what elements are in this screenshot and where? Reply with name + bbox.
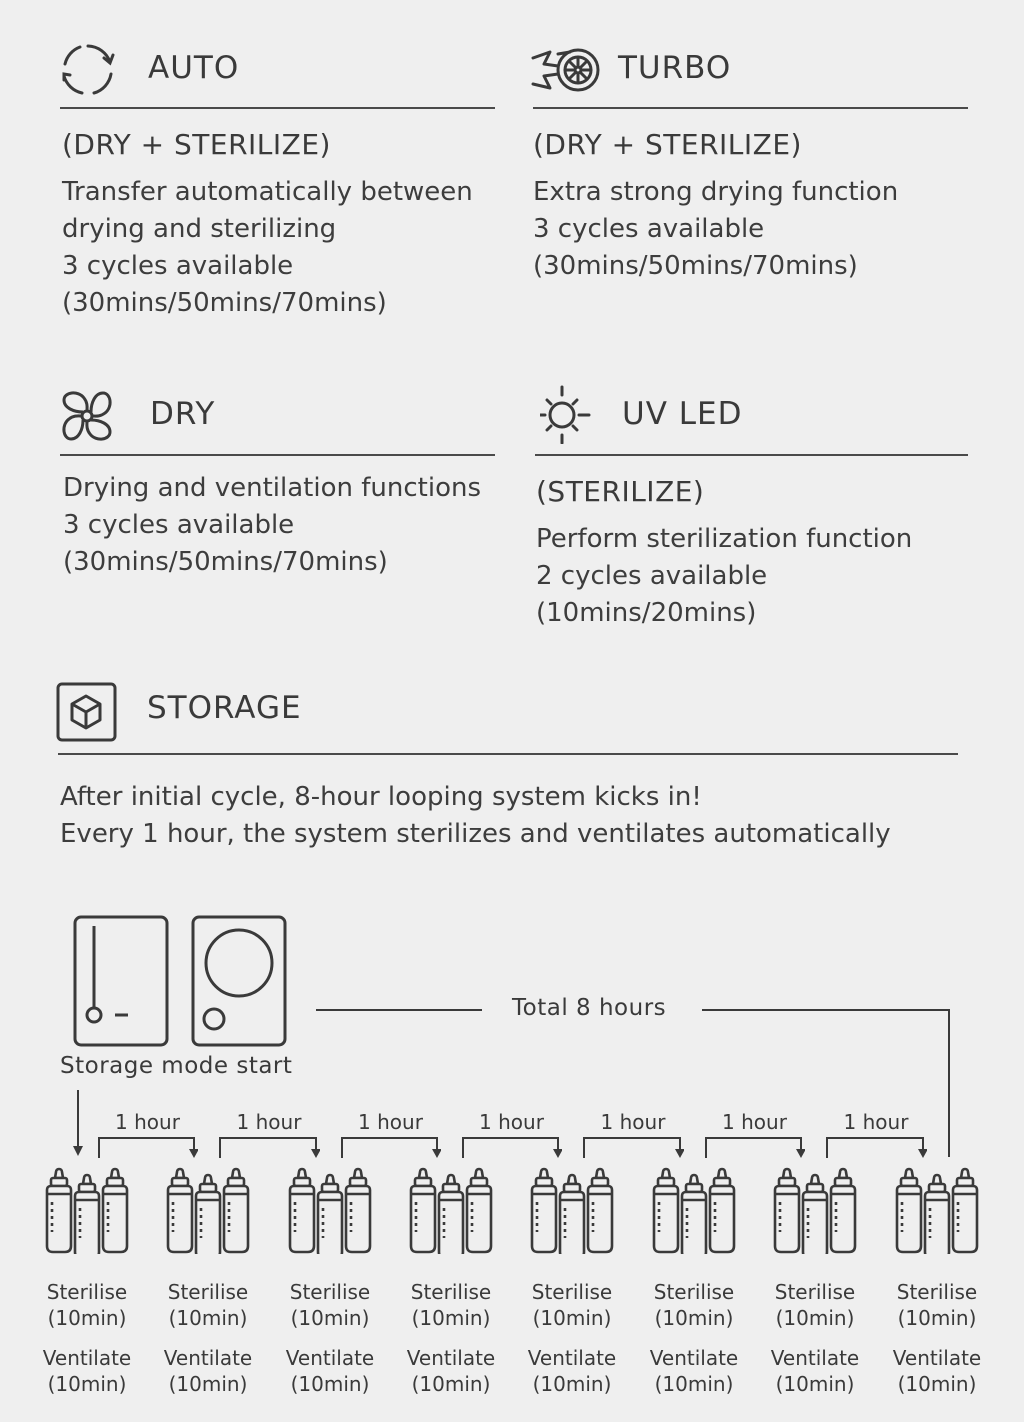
interval-arrow bbox=[704, 1136, 805, 1160]
ventilate-label: Ventilate bbox=[649, 1346, 739, 1370]
interval-arrow bbox=[461, 1136, 562, 1160]
dry-line: (30mins/50mins/70mins) bbox=[63, 547, 388, 577]
fan-icon bbox=[58, 388, 116, 444]
sun-icon bbox=[540, 384, 596, 444]
interval-bracket bbox=[97, 1110, 198, 1160]
step-label bbox=[517, 1279, 627, 1397]
storage-device-icon bbox=[72, 914, 170, 1048]
interval-label: 1 hour bbox=[236, 1110, 302, 1134]
cycle-arrows-icon bbox=[58, 40, 118, 100]
bottle-group-icon bbox=[526, 1162, 618, 1254]
start-arrow bbox=[70, 1090, 86, 1160]
interval-label: 1 hour bbox=[600, 1110, 666, 1134]
turbo-description bbox=[533, 174, 898, 285]
interval-label: 1 hour bbox=[722, 1110, 787, 1134]
step-label bbox=[396, 1279, 506, 1397]
step-label bbox=[882, 1279, 992, 1397]
ventilate-duration: (10min) bbox=[168, 1372, 248, 1396]
step-label bbox=[760, 1279, 870, 1397]
storage-mode-start-label: Storage mode start bbox=[60, 1053, 293, 1079]
uvled-divider bbox=[535, 454, 968, 456]
sterilise-duration: (10min) bbox=[654, 1306, 734, 1330]
auto-line: 3 cycles available bbox=[62, 251, 294, 281]
interval-label: 1 hour bbox=[115, 1110, 180, 1134]
bottle-group-icon bbox=[162, 1162, 254, 1254]
cube-icon bbox=[56, 682, 118, 742]
ventilate-label: Ventilate bbox=[285, 1346, 375, 1370]
turbo-divider bbox=[533, 107, 968, 109]
step-label bbox=[32, 1279, 142, 1397]
interval-bracket bbox=[825, 1110, 927, 1160]
uvled-line: 2 cycles available bbox=[536, 561, 768, 591]
turbo-line: (30mins/50mins/70mins) bbox=[533, 251, 858, 281]
turbo-line: 3 cycles available bbox=[533, 214, 765, 244]
auto-subhead: (DRY + STERILIZE) bbox=[62, 128, 331, 161]
interval-bracket bbox=[704, 1110, 805, 1160]
step-label bbox=[153, 1279, 263, 1397]
turbo-line: Extra strong drying function bbox=[533, 177, 899, 207]
interval-arrow bbox=[340, 1136, 441, 1160]
sterilise-duration: (10min) bbox=[897, 1306, 977, 1330]
sterilise-label: Sterilise bbox=[167, 1280, 249, 1304]
sterilise-label: Sterilise bbox=[531, 1280, 613, 1304]
ventilate-duration: (10min) bbox=[654, 1372, 734, 1396]
sterilise-label: Sterilise bbox=[653, 1280, 735, 1304]
dry-title: DRY bbox=[150, 396, 216, 432]
interval-arrow bbox=[218, 1136, 320, 1160]
ventilate-label: Ventilate bbox=[892, 1346, 982, 1370]
interval-bracket bbox=[218, 1110, 320, 1160]
interval-bracket bbox=[582, 1110, 684, 1160]
ventilate-label: Ventilate bbox=[770, 1346, 860, 1370]
bottle-group-icon bbox=[769, 1162, 861, 1254]
bottle-group-icon bbox=[284, 1162, 376, 1254]
ventilate-label: Ventilate bbox=[163, 1346, 253, 1370]
interval-bracket bbox=[340, 1110, 441, 1160]
storage-line: After initial cycle, 8-hour looping system kicks in! bbox=[60, 782, 702, 812]
bottle-group-icon bbox=[41, 1162, 133, 1254]
ventilate-label: Ventilate bbox=[527, 1346, 617, 1370]
uvled-title: UV LED bbox=[622, 396, 743, 432]
dry-description bbox=[63, 470, 481, 581]
sterilise-duration: (10min) bbox=[168, 1306, 248, 1330]
auto-divider bbox=[60, 107, 495, 109]
storage-description bbox=[60, 779, 891, 853]
ventilate-duration: (10min) bbox=[532, 1372, 612, 1396]
interval-arrow bbox=[97, 1136, 198, 1160]
ventilate-duration: (10min) bbox=[290, 1372, 370, 1396]
auto-line: Transfer automatically between bbox=[62, 177, 473, 207]
auto-line: drying and sterilizing bbox=[62, 214, 337, 244]
ventilate-label: Ventilate bbox=[406, 1346, 496, 1370]
turbo-fan-icon bbox=[530, 44, 602, 96]
total-line-left bbox=[316, 1009, 482, 1011]
dry-line: Drying and ventilation functions bbox=[63, 473, 482, 503]
sterilise-duration: (10min) bbox=[775, 1306, 855, 1330]
bottle-group-icon bbox=[891, 1162, 983, 1254]
ventilate-duration: (10min) bbox=[897, 1372, 977, 1396]
interval-label: 1 hour bbox=[479, 1110, 544, 1134]
step-label bbox=[275, 1279, 385, 1397]
interval-label: 1 hour bbox=[358, 1110, 423, 1134]
dry-line: 3 cycles available bbox=[63, 510, 295, 540]
interval-arrow bbox=[825, 1136, 927, 1160]
sterilise-label: Sterilise bbox=[774, 1280, 856, 1304]
auto-description bbox=[62, 174, 473, 322]
sterilise-label: Sterilise bbox=[289, 1280, 371, 1304]
sterilise-label: Sterilise bbox=[46, 1280, 128, 1304]
storage-divider bbox=[58, 753, 958, 755]
total-line-down bbox=[948, 1009, 950, 1157]
step-label bbox=[639, 1279, 749, 1397]
ventilate-label: Ventilate bbox=[42, 1346, 132, 1370]
ventilate-duration: (10min) bbox=[775, 1372, 855, 1396]
auto-line: (30mins/50mins/70mins) bbox=[62, 288, 387, 318]
bottle-group-icon bbox=[405, 1162, 497, 1254]
dry-divider bbox=[60, 454, 495, 456]
storage-device-front-icon bbox=[190, 914, 288, 1048]
total-line-right bbox=[702, 1009, 950, 1011]
uvled-line: Perform sterilization function bbox=[536, 524, 913, 554]
interval-arrow bbox=[582, 1136, 684, 1160]
sterilise-duration: (10min) bbox=[532, 1306, 612, 1330]
total-hours-label: Total 8 hours bbox=[512, 995, 667, 1021]
uvled-description bbox=[536, 521, 912, 632]
turbo-subhead: (DRY + STERILIZE) bbox=[533, 128, 802, 161]
uvled-subhead: (STERILIZE) bbox=[536, 475, 705, 508]
uvled-line: (10mins/20mins) bbox=[536, 598, 757, 628]
interval-bracket bbox=[461, 1110, 562, 1160]
sterilise-duration: (10min) bbox=[47, 1306, 127, 1330]
storage-line: Every 1 hour, the system sterilizes and ventilates automatically bbox=[60, 819, 891, 849]
storage-title: STORAGE bbox=[147, 690, 302, 726]
ventilate-duration: (10min) bbox=[47, 1372, 127, 1396]
interval-label: 1 hour bbox=[843, 1110, 909, 1134]
sterilise-duration: (10min) bbox=[290, 1306, 370, 1330]
sterilise-label: Sterilise bbox=[410, 1280, 492, 1304]
ventilate-duration: (10min) bbox=[411, 1372, 491, 1396]
turbo-title: TURBO bbox=[618, 50, 732, 86]
auto-title: AUTO bbox=[148, 50, 240, 86]
bottle-group-icon bbox=[648, 1162, 740, 1254]
sterilise-duration: (10min) bbox=[411, 1306, 491, 1330]
sterilise-label: Sterilise bbox=[896, 1280, 978, 1304]
